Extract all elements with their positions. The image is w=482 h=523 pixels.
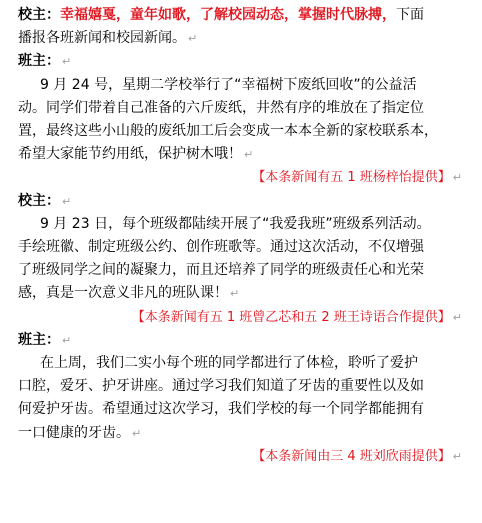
news-3-speaker: 班主： [18, 331, 60, 348]
paragraph-mark-icon: ↵ [452, 171, 462, 185]
paragraph-mark-icon: ↵ [244, 148, 254, 162]
news-3-line-3 [18, 398, 476, 421]
news-3-speaker-line [18, 329, 476, 352]
news-2-text: 手绘班徽、制定班级公约、创作班歌等。通过这次活动，不仅增强 [18, 239, 424, 256]
news-1-text: 9 月 24 号，星期二学校举行了“幸福树下废纸回收”的公益活 [40, 76, 417, 93]
news-2-line-3 [18, 259, 476, 282]
news-3-source [18, 445, 476, 468]
news-3-line-1 [18, 352, 476, 375]
paragraph-mark-icon: ↵ [452, 449, 462, 463]
paragraph-mark-icon: ↵ [62, 333, 72, 347]
news-1-speaker: 班主： [18, 53, 60, 70]
news-1-line-3 [18, 120, 476, 143]
news-3-text: 一口健康的牙齿。 [18, 424, 130, 441]
news-2-text: 感，真是一次意义非凡的班队课！ [18, 285, 228, 302]
news-2-line-1 [18, 213, 476, 236]
intro-highlight: 幸福嬉戛，童年如歌，了解校园动态，掌握时代脉搏， [60, 7, 396, 23]
news-3-line-4 [18, 422, 476, 445]
intro-line2-text: 播报各班新闻和校园新闻。 [18, 30, 186, 47]
paragraph-mark-icon: ↵ [230, 287, 240, 301]
news-3-line-2 [18, 375, 476, 398]
intro-line-2 [18, 27, 476, 50]
paragraph-mark-icon: ↵ [132, 426, 142, 440]
news-2-speaker: 校主： [18, 192, 60, 209]
news-3-text: 在上周，我们二实小每个班的同学都进行了体检，聆听了爱护 [40, 355, 418, 372]
news-1-line-2 [18, 97, 476, 120]
news-1-text: 希望大家能节约用纸，保护树木哦！ [18, 146, 242, 163]
news-1-source-text: 【本条新闻有五 1 班杨梓怡提供】 [252, 170, 451, 186]
paragraph-mark-icon: ↵ [62, 194, 72, 208]
news-3-source-text: 【本条新闻由三 4 班刘欣雨提供】 [252, 448, 451, 464]
paragraph-mark-icon: ↵ [452, 310, 462, 324]
news-1-text: 动。同学们带着自己准备的六斤废纸，井然有序的堆放在了指定位 [18, 99, 424, 116]
intro-line-1 [18, 4, 476, 27]
paragraph-mark-icon: ↵ [188, 32, 198, 46]
news-1-source [18, 166, 476, 189]
intro-line1-tail: 下面 [396, 7, 424, 23]
news-2-source [18, 306, 476, 329]
news-1-line-4 [18, 143, 476, 166]
news-2-speaker-line [18, 190, 476, 213]
news-2-line-4 [18, 282, 476, 305]
news-3-text: 何爱护牙齿。希望通过这次学习，我们学校的每一个同学都能拥有 [18, 401, 424, 418]
paragraph-mark-icon: ↵ [62, 55, 72, 69]
news-2-text: 了班级同学之间的凝聚力，而且还培养了同学的班级责任心和光荣 [18, 262, 424, 279]
news-2-text: 9 月 23 日，每个班级都陆续开展了“我爱我班”班级系列活动。 [40, 215, 431, 232]
news-1-speaker-line [18, 50, 476, 73]
news-2-source-text: 【本条新闻有五 1 班曾乙芯和五 2 班王诗语合作提供】 [131, 309, 451, 325]
news-1-text: 置，最终这些小山般的废纸加工后会变成一本本全新的家校联系本， [18, 123, 438, 140]
news-3-text: 口腔，爱牙、护牙讲座。通过学习我们知道了牙齿的重要性以及如 [18, 378, 424, 395]
news-1-line-1 [18, 74, 476, 97]
intro-speaker: 校主： [18, 7, 60, 23]
news-2-line-2 [18, 236, 476, 259]
